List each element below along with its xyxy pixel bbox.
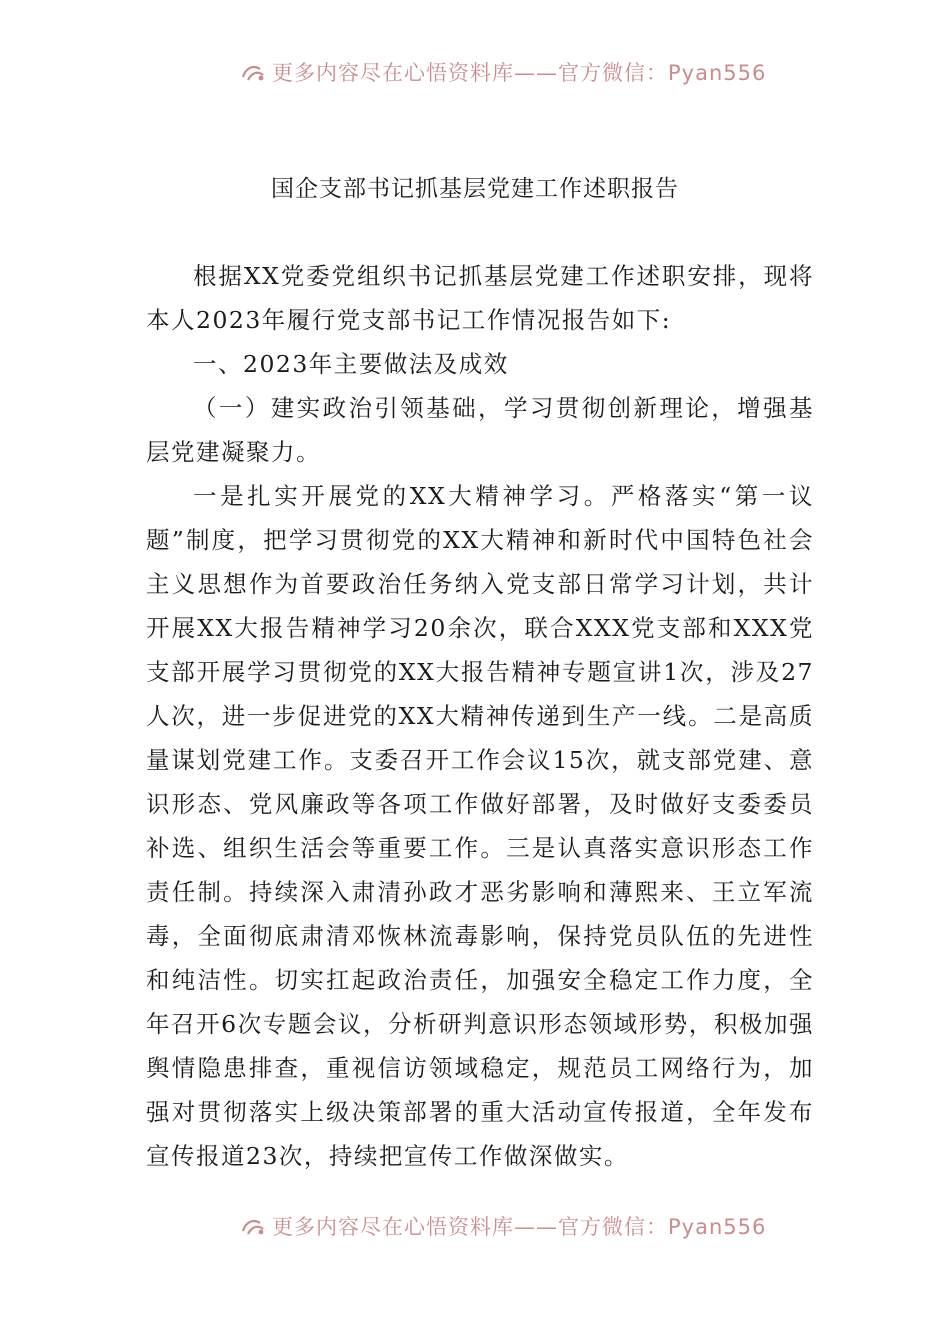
paragraph-body: 一是扎实开展党的XX大精神学习。严格落实“第一议题”制度，把学习贯彻党的XX大精神和新时代中国特色社会主义思想作为首要政治任务纳入党支部日常学习计划，共计开展XX大报告精神学习20余次，联合XXX党支部和XXX党支部开展学习贯彻党的XX大报告精神专题宣讲1次，涉及27人次，进一步促进党的XX大精神传递到生产一线。二是高质量谋划党建工作。支委召开工作会议15次，就支部党建、意识形态、党风廉政等各项工作做好部署，及时做好支委委员补选、组织生活会等重要工作。三是认真落实意识形态工作责任制。持续深入肃清孙政才恶劣影响和薄熙来、王立军流毒，全面彻底肃清邓恢林流毒影响，保持党员队伍的先进性和纯洁性。切实扛起政治责任，加强安全稳定工作力度，全年召开6次专题会议，分析研判意识形态领域形势，积极加强舆情隐患排查，重视信访领域稳定，规范员工网络行为，加强对贯彻落实上级决策部署的重大活动宣传报道，全年发布宣传报道23次，持续把宣传工作做深做实。: [146, 482, 814, 1170]
watermark-text: 更多内容尽在心悟资料库——官方微信：Pyan556: [272, 1215, 767, 1239]
watermark-text: 更多内容尽在心悟资料库——官方微信：Pyan556: [272, 61, 767, 85]
paragraph-intro: 根据XX党委党组织书记抓基层党建工作述职安排，现将本人2023年履行党支部书记工作情况报告如下:: [146, 262, 814, 334]
watermark-banner-top: [0, 52, 950, 86]
watermark-banner-inner: [240, 1214, 766, 1240]
watermark-banner-inner: [240, 60, 766, 86]
watermark-banner-bottom: [0, 1206, 950, 1240]
document-title: 国企支部书记抓基层党建工作述职报告: [271, 176, 679, 202]
document-body: [146, 254, 814, 1178]
watermark-logo-icon: [240, 1217, 266, 1237]
subsection-heading: （一）建实政治引领基础，学习贯彻创新理论，增强基层党建凝聚力。: [146, 394, 814, 466]
watermark-logo-icon: [240, 63, 266, 83]
section-heading: 一、2023年主要做法及成效: [193, 350, 509, 378]
